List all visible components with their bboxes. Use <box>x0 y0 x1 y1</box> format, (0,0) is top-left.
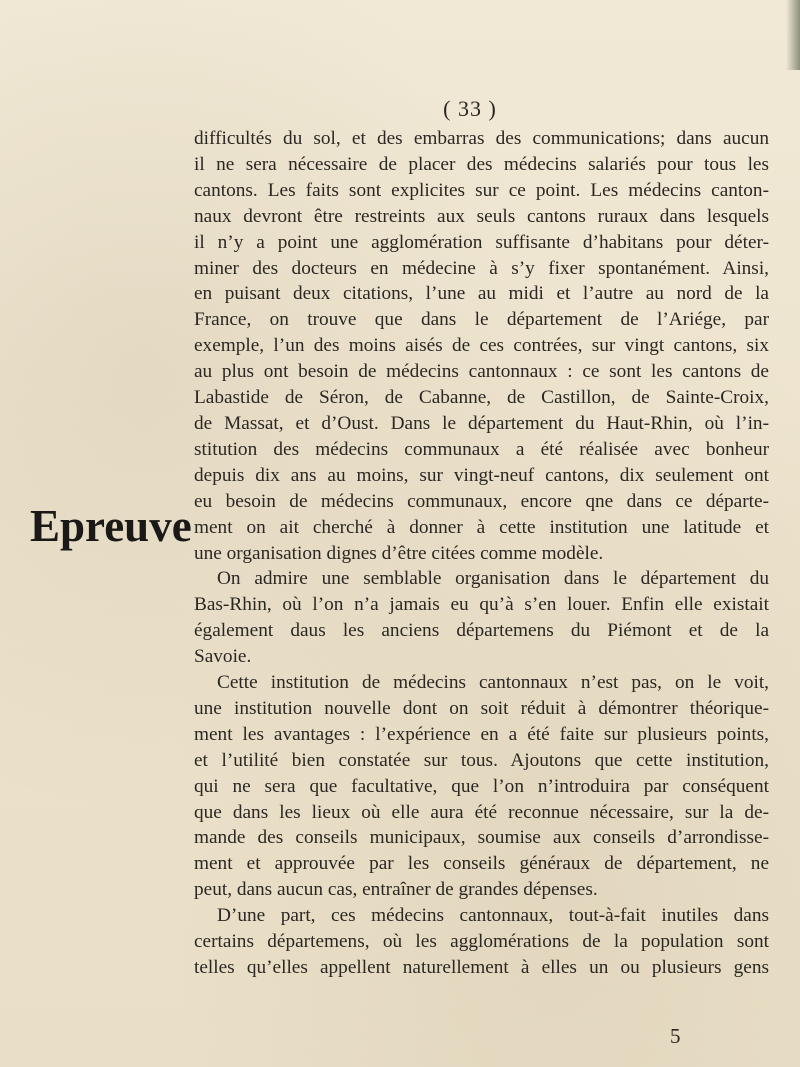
page-edge-mark <box>786 0 800 70</box>
text-line: certains départemens, où les agglomérations de la population sont <box>194 931 769 953</box>
text-line: ment les avantages : l’expérience en a été faite sur plusieurs points, <box>194 723 769 745</box>
text-line: mande des conseils municipaux, soumise aux conseils d’arrondisse- <box>194 827 769 849</box>
text-line: peut, dans aucun cas, entraîner de grandes dépenses. <box>194 879 598 901</box>
page-number: ( 33 ) <box>443 96 497 121</box>
text-line: stitution des médecins communaux a été réalisée avec bonheur <box>194 438 769 460</box>
text-line: On admire une semblable organisation dans le département du <box>217 568 769 590</box>
text-line: ment on ait cherché à donner à cette institution une latitude et <box>194 516 769 538</box>
text-line: que dans les lieux où elle aura été reconnue nécessaire, sur la de- <box>194 801 769 823</box>
text-line: difficultés du sol, et des embarras des communications; dans aucun <box>194 128 769 149</box>
text-line: une organisation dignes d’être citées comme modèle. <box>194 542 604 564</box>
text-line: Labastide de Séron, de Cabanne, de Castillon, de Sainte-Croix, <box>194 387 769 409</box>
text-line: Bas-Rhin, où l’on n’a jamais eu qu’à s’en louer. Enfin elle existait <box>194 594 769 616</box>
text-line: il ne sera nécessaire de placer des médecins salariés pour tous les <box>194 153 769 175</box>
signature-mark: 5 <box>670 1024 681 1048</box>
text-line: ment et approuvée par les conseils généraux de département, ne <box>194 853 769 875</box>
text-line: telles qu’elles appellent naturellement à elles un ou plusieurs gens <box>194 957 769 978</box>
text-line: une institution nouvelle dont on soit réduit à démontrer théorique- <box>194 697 769 719</box>
text-line: en puisant deux citations, l’une au midi et l’autre au nord de la <box>194 283 769 305</box>
text-line: de Massat, et d’Oust. Dans le département du Haut-Rhin, où l’in- <box>194 412 769 434</box>
text-line: qui ne sera que facultative, que l’on n’introduira par conséquent <box>194 775 769 797</box>
text-line: Cette institution de médecins cantonnaux n’est pas, on le voit, <box>217 672 769 694</box>
text-line: naux devront être restreints aux seuls cantons ruraux dans lesquels <box>194 205 769 227</box>
text-line: depuis dix ans au moins, sur vingt-neuf cantons, dix seulement ont <box>194 464 769 486</box>
text-line: exemple, l’un des moins aisés de ces contrées, sur vingt cantons, six <box>194 335 769 357</box>
text-line: et l’utilité bien constatée sur tous. Ajoutons que cette institution, <box>194 749 769 771</box>
text-line: eu besoin de médecins communaux, encore qne dans ce départe- <box>194 490 769 512</box>
text-line: également daus les anciens départemens du Piémont et de la <box>194 620 769 642</box>
text-line: Savoie. <box>194 646 252 668</box>
text-line: D’une part, ces médecins cantonnaux, tout-à-fait inutiles dans <box>217 905 769 927</box>
text-line: il n’y a point une agglomération suffisante d’habitans pour déter- <box>194 231 769 253</box>
text-line: au plus ont besoin de médecins cantonnaux : ce sont les cantons de <box>194 361 769 383</box>
text-line: miner des docteurs en médecine à s’y fixer spontanément. Ainsi, <box>194 257 769 279</box>
text-line: France, on trouve que dans le département de l’Ariége, par <box>194 309 769 331</box>
text-line: cantons. Les faits sont explicites sur ce point. Les médecins canton- <box>194 179 769 201</box>
margin-stamp: Epreuve <box>30 501 192 551</box>
body-text <box>194 126 769 981</box>
